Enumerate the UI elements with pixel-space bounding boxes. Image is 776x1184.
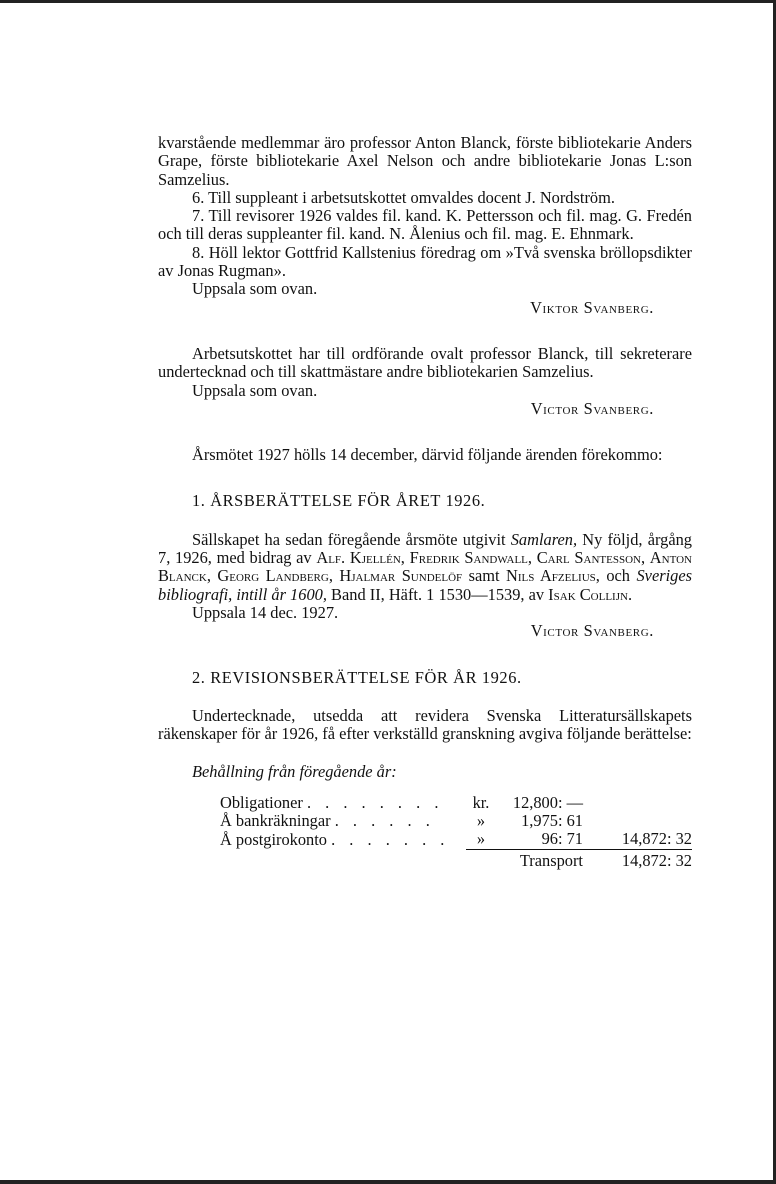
author-name: Fredrik Sandwall xyxy=(409,548,528,568)
author-name: Isak Collijn xyxy=(548,584,628,604)
author-name: Georg Landberg xyxy=(217,566,329,586)
scan-edge-top xyxy=(0,0,776,3)
author-name: Anton Blanck xyxy=(158,548,692,586)
author-name: Hjalmar Sundelöf xyxy=(339,566,463,586)
paragraph-members: kvarstående medlemmar äro professor Anton Blanck, förste bibliotekarie Anders Grape, förste bibliotekarie Axel Nelson och andre bibliotekarie Jonas L:son Samzelius. xyxy=(158,133,692,189)
table-row: Å bankräkningar . . . . . . » 1,975: 61 xyxy=(220,811,583,831)
accounts-table xyxy=(220,794,692,870)
signature-2: Victor Svanberg. xyxy=(530,398,654,418)
author-name: Carl Santesson xyxy=(536,548,641,568)
paragraph-annual-report: Sällskapet ha sedan föregående årsmöte utgivit Samlaren, Ny följd, årgång 7, 1926, med bidrag av Alf. Kjellén, Fredrik Sandwall, Carl Santesson, Anton Blanck, Georg Landberg, Hjalmar Sundelöf samt Nils Afzelius, och Sveriges bibliografi, intill år 1600, Band II, Häft. 1 1530—1539, av Isak Collijn. xyxy=(158,529,693,604)
place-date-2: Uppsala som ovan. xyxy=(192,380,318,400)
item-7: 7. Till revisorer 1926 valdes fil. kand. K. Pettersson och fil. mag. G. Fredén och till deras suppleanter fil. kand. N. Ålenius och fil. mag. E. Ehnmark. xyxy=(158,206,692,244)
paragraph-committee: Arbetsutskottet har till ordförande ovalt professor Blanck, till sekreterare undertecknad och till skattmästare andre bibliotekarien Samzelius. xyxy=(158,343,692,382)
table-row: Obligationer . . . . . . . . kr. 12,800: — xyxy=(220,792,583,812)
transport-value: 14,872: 32 xyxy=(621,850,692,870)
signature-3: Victor Svanberg. xyxy=(530,621,654,641)
paragraph-annual-meeting: Årsmötet 1927 hölls 14 december, därvid följande ärenden förekommo: xyxy=(192,445,663,465)
balance-heading: Behållning från föregående år: xyxy=(192,762,397,782)
paragraph-audit: Undertecknade, utsedda att revidera Svenska Litteratursällskapets räkenskaper för år 1926, få efter verkställd granskning avgiva följande berättelse: xyxy=(158,705,692,744)
item-6: 6. Till suppleant i arbetsutskottet omvaldes docent J. Nordström. xyxy=(192,187,615,207)
place-date-3: Uppsala 14 dec. 1927. xyxy=(192,602,339,622)
title-samlaren: Samlaren, xyxy=(510,529,578,549)
transport-row xyxy=(220,849,692,870)
author-name: Nils Afzelius xyxy=(506,566,596,586)
section-heading-2: 2. REVISIONSBERÄTTELSE FÖR ÅR 1926. xyxy=(192,667,522,687)
place-date-1: Uppsala som ovan. xyxy=(192,279,318,299)
table-row: Å postgirokonto . . . . . . . » 96: 71 14,872: 32 xyxy=(220,829,692,849)
title-bibliografi: Sveriges bibliografi, intill år 1600, xyxy=(158,566,693,604)
transport-label: Transport xyxy=(519,850,583,870)
author-name: Alf. Kjellén xyxy=(316,548,401,568)
scan-edge-bottom xyxy=(0,1180,776,1184)
document-page xyxy=(158,134,692,870)
signature-1: Viktor Svanberg. xyxy=(530,297,654,317)
item-8: 8. Höll lektor Gottfrid Kallstenius föredrag om »Två svenska bröllopsdikter av Jonas Rugman». xyxy=(158,242,692,281)
section-heading-1: 1. ÅRSBERÄTTELSE FÖR ÅRET 1926. xyxy=(192,491,486,511)
